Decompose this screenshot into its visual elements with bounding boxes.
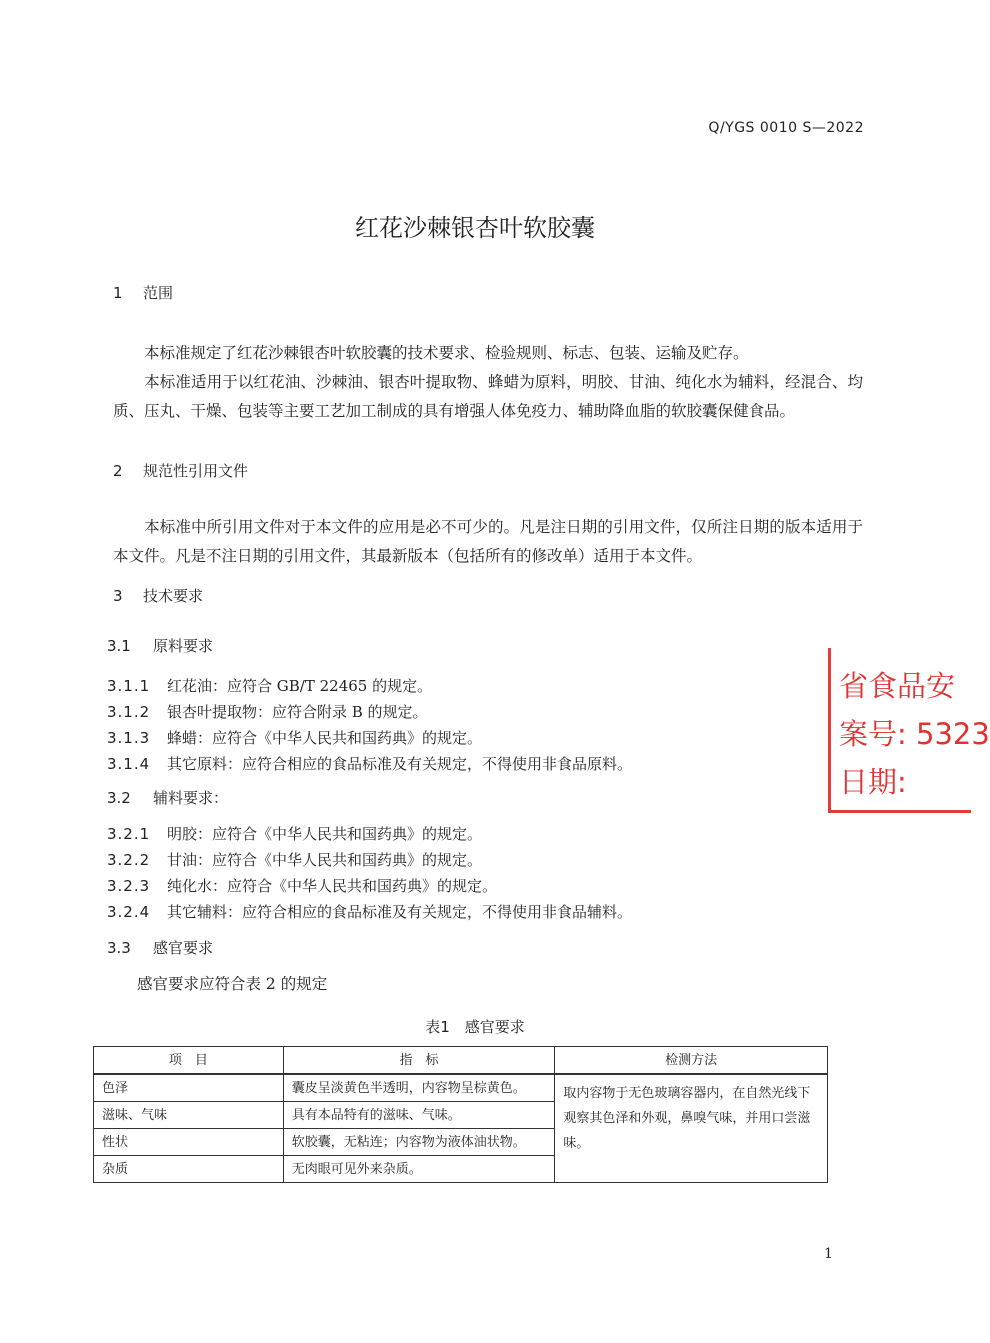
stamp-line-2: 案号: 5323 (839, 717, 990, 751)
cell-spec: 软胶囊，无粘连；内容物为液体油状物。 (283, 1129, 555, 1156)
section-title: 辅料要求： (153, 789, 229, 807)
section-3-heading (113, 585, 203, 606)
section-title: 技术要求 (143, 587, 204, 605)
column-header: 项 目 (94, 1047, 284, 1075)
section-number: 2 (113, 462, 123, 480)
page-number: 1 (824, 1246, 833, 1262)
section-3-2-heading (107, 787, 228, 808)
stamp-line-3: 日期: (839, 765, 907, 799)
cell-spec: 具有本品特有的滋味、气味。 (283, 1102, 555, 1129)
section-3-3-paragraph: 感官要求应符合表 2 的规定 (137, 975, 328, 993)
official-stamp (828, 648, 990, 813)
list-item: 3.2.1 明胶：应符合《中华人民共和国药典》的规定。 (107, 825, 483, 843)
cell-spec: 无肉眼可见外来杂质。 (283, 1156, 555, 1183)
section-number: 1 (113, 284, 123, 302)
section-3-1-heading (107, 635, 213, 656)
section-title: 原料要求 (153, 637, 214, 655)
table-caption: 表1 感官要求 (425, 1018, 525, 1036)
standard-code: Q/YGS 0010 S—2022 (708, 120, 864, 136)
table-row (94, 1074, 828, 1102)
sensory-requirements-table (93, 1046, 828, 1183)
list-item: 3.1.2 银杏叶提取物：应符合附录 B 的规定。 (107, 703, 428, 721)
section-1-heading (113, 282, 173, 303)
list-item: 3.1.3 蜂蜡：应符合《中华人民共和国药典》的规定。 (107, 729, 483, 747)
section-1-paragraph-1: 本标准规定了红花沙棘银杏叶软胶囊的技术要求、检验规则、标志、包装、运输及贮存。 (144, 344, 749, 362)
column-header: 指 标 (283, 1047, 555, 1075)
section-number: 3 (113, 587, 123, 605)
cell-item: 滋味、气味 (94, 1102, 284, 1129)
section-1-paragraph-2: 本标准适用于以红花油、沙棘油、银杏叶提取物、蜂蜡为原料，明胶、甘油、纯化水为辅料，经混合、均质、压丸、干燥、包装等主要工艺加工制成的具有增强人体免疫力、辅助降血脂的软胶囊保健食品。 (113, 373, 863, 420)
cell-item: 性状 (94, 1129, 284, 1156)
column-header: 检测方法 (555, 1047, 828, 1075)
cell-item: 杂质 (94, 1156, 284, 1183)
list-item: 3.2.4 其它辅料：应符合相应的食品标准及有关规定，不得使用非食品辅料。 (107, 903, 633, 921)
cell-item: 色泽 (94, 1074, 284, 1102)
list-item: 3.2.2 甘油：应符合《中华人民共和国药典》的规定。 (107, 851, 483, 869)
stamp-line-1: 省食品安 (839, 669, 956, 703)
section-2-heading (113, 460, 248, 481)
list-item: 3.2.3 纯化水：应符合《中华人民共和国药典》的规定。 (107, 877, 498, 895)
list-item: 3.1.1 红花油：应符合 GB/T 22465 的规定。 (107, 677, 433, 695)
section-3-3-heading (107, 937, 213, 958)
cell-spec: 囊皮呈淡黄色半透明，内容物呈棕黄色。 (283, 1074, 555, 1102)
section-number: 3.2 (107, 789, 131, 807)
section-2-paragraph-1: 本标准中所引用文件对于本文件的应用是必不可少的。凡是注日期的引用文件，仅所注日期的版本适用于本文件。凡是不注日期的引用文件，其最新版本（包括所有的修改单）适用于本文件。 (113, 518, 863, 565)
section-title: 范围 (143, 284, 174, 302)
section-number: 3.1 (107, 637, 131, 655)
table-header-row (94, 1047, 828, 1075)
cell-method: 取内容物于无色玻璃容器内，在自然光线下观察其色泽和外观，鼻嗅气味，并用口尝滋味。 (555, 1074, 828, 1183)
section-title: 感官要求 (153, 939, 214, 957)
section-number: 3.3 (107, 939, 131, 957)
document-title: 红花沙棘银杏叶软胶囊 (355, 214, 595, 242)
section-title: 规范性引用文件 (143, 462, 249, 480)
list-item: 3.1.4 其它原料：应符合相应的食品标准及有关规定，不得使用非食品原料。 (107, 755, 633, 773)
